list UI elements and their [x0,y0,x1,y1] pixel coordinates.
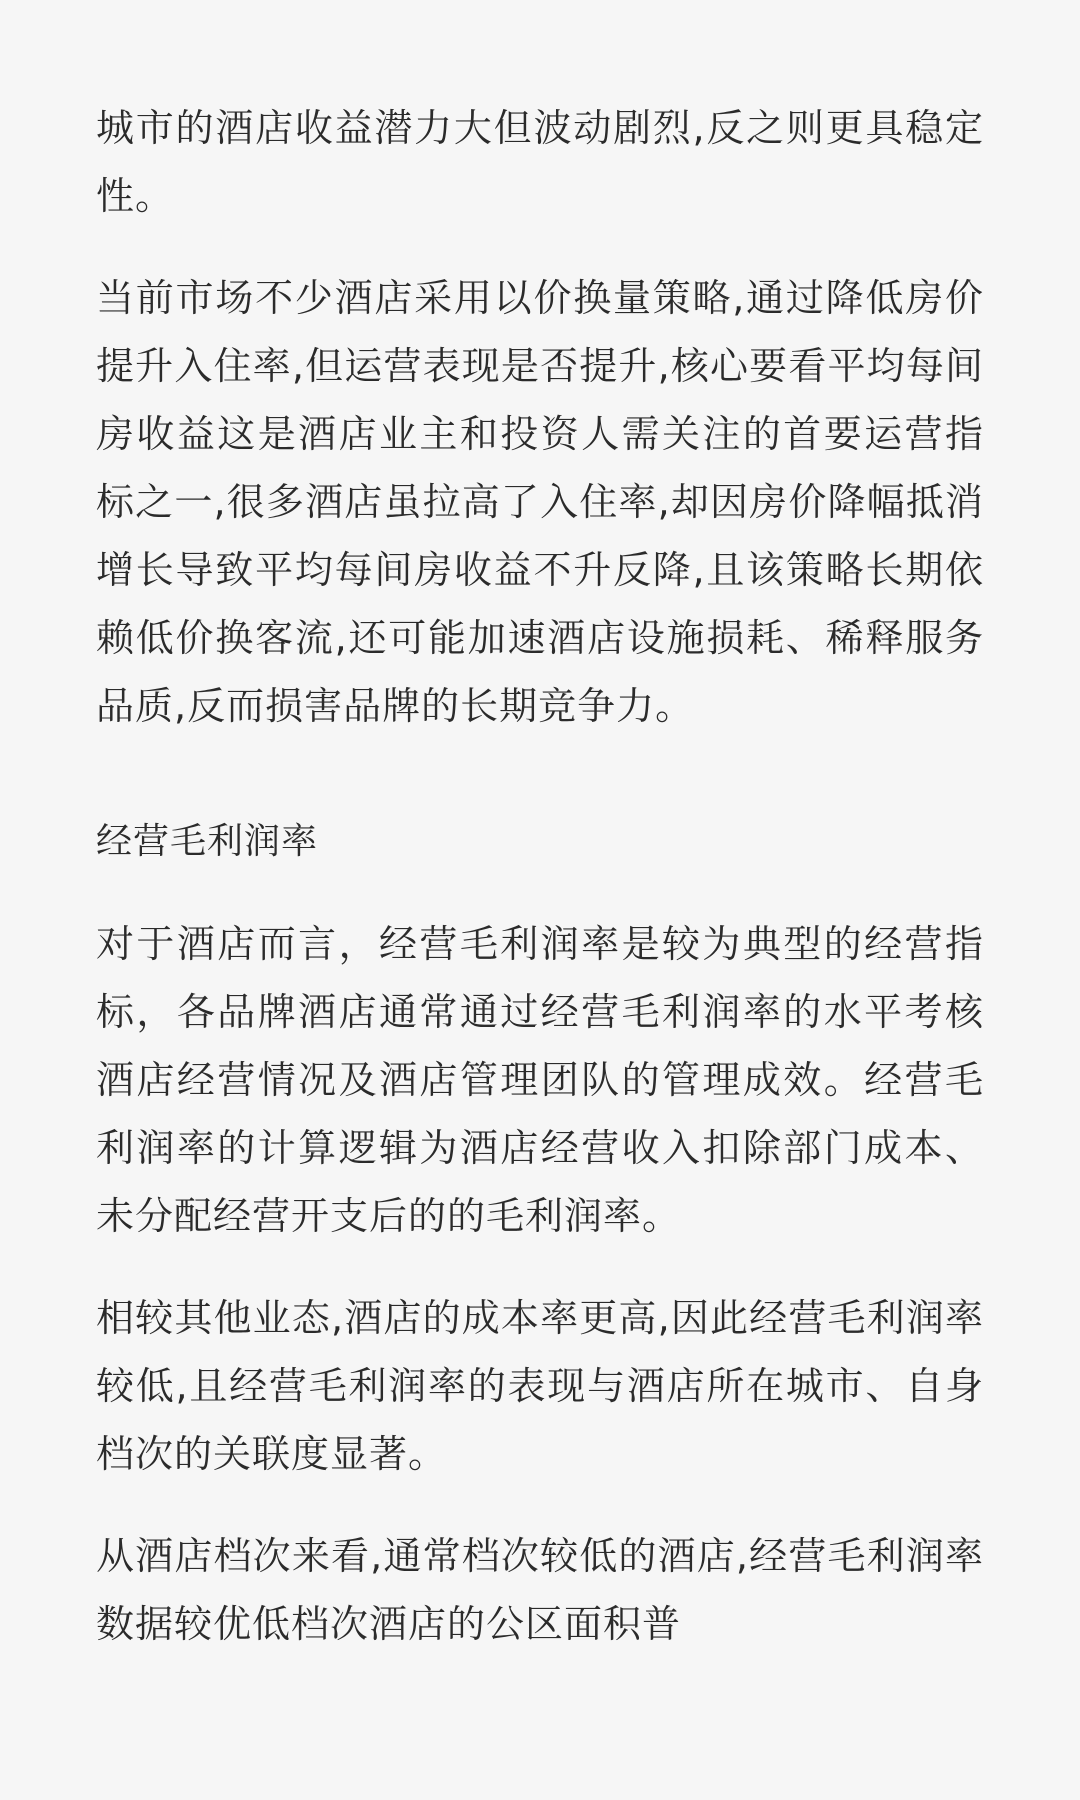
paragraph-gross-margin-definition: 对于酒店而言，经营毛利润率是较为典型的经营指标，各品牌酒店通常通过经营毛利润率的水平考核酒店经营情况及酒店管理团队的管理成效。经营毛利润率的计算逻辑为酒店经营收入扣除部门成本、未分配经营开支后的的毛利润率。 [96,922,984,1238]
paragraph-cost-rate: 相较其他业态,酒店的成本率更高,因此经营毛利润率较低,且经营毛利润率的表现与酒店所在城市、自身档次的关联度显著。 [96,1296,984,1476]
paragraph-price-volume-strategy: 当前市场不少酒店采用以价换量策略,通过降低房价提升入住率,但运营表现是否提升,核心要看平均每间房收益这是酒店业主和投资人需关注的首要运营指标之一,很多酒店虽拉高了入住率,却因房价降幅抵消增长导致平均每间房收益不升反降,且该策略长期依赖低价换客流,还可能加速酒店设施损耗、稀释服务品质,反而损害品牌的长期竞争力。 [96,276,984,728]
paragraph-hotel-tier: 从酒店档次来看,通常档次较低的酒店,经营毛利润率数据较优低档次酒店的公区面积普 [96,1534,984,1646]
paragraph-city-revenue: 城市的酒店收益潜力大但波动剧烈,反之则更具稳定性。 [96,106,984,218]
section-heading-gross-margin: 经营毛利润率 [96,821,319,862]
